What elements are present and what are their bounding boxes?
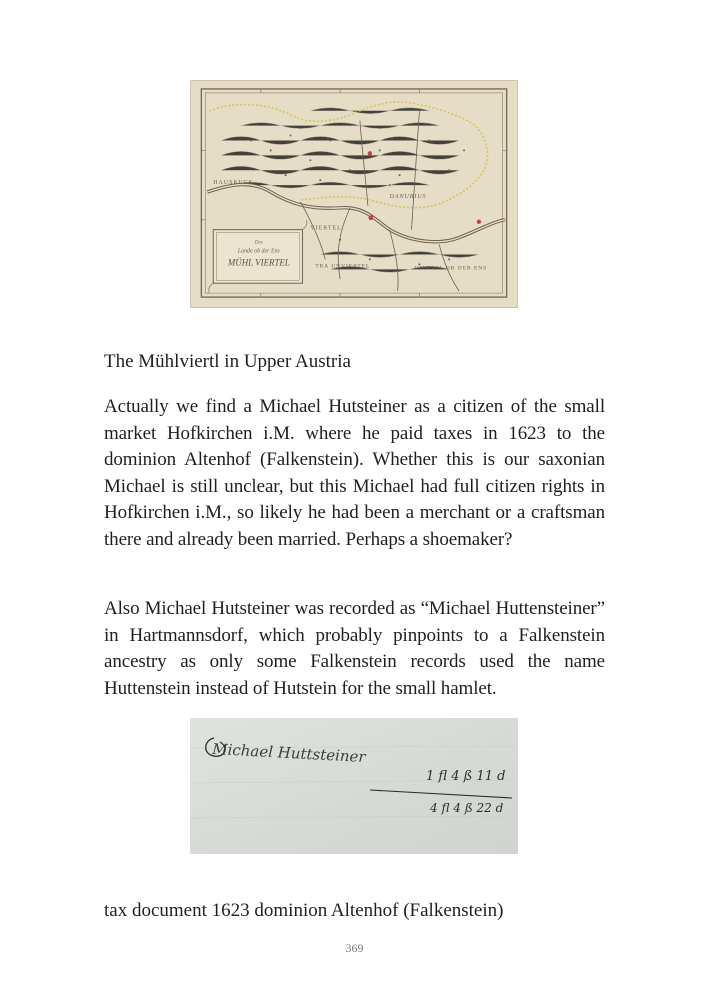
map-label-danube: DANUBIUS bbox=[389, 193, 427, 200]
handwritten-amount-1: 1 fl 4 ß 11 d bbox=[426, 769, 506, 784]
map-label-lower-mid: TRA UNVIERTEL bbox=[315, 263, 371, 270]
muehlviertel-map-image bbox=[191, 81, 517, 307]
map-label-left: HAUSRUCK bbox=[213, 180, 254, 187]
cartouche-title: MÜHL VIERTEL bbox=[227, 257, 290, 268]
tax-document-figure bbox=[190, 718, 518, 854]
page-number: 369 bbox=[345, 941, 364, 955]
map-figure bbox=[190, 80, 518, 308]
cartouche-small-text-1: Das bbox=[254, 240, 263, 246]
cartouche-small-text-2: Lande ob der Ens bbox=[237, 248, 280, 255]
tax-document-caption: tax document 1623 dominion Altenhof (Falkenstein) bbox=[104, 900, 504, 921]
tax-document-image bbox=[190, 718, 518, 854]
map-label-mid: VIERTEL bbox=[310, 225, 342, 232]
handwritten-amount-2: 4 fl 4 ß 22 d bbox=[430, 801, 504, 815]
paragraph-1: Actually we find a Michael Hutsteiner as a citizen of the small market Hofkirchen i.M. where he paid taxes in 1623 to the dominion Altenhof (Falkenstein). Whether this is our saxonian Michael is still unclear, but this Michael had full citizen rights in Hofkirchen i.M., so likely he had been a merchant or a craftsman there and already been married. Perhaps a shoemaker? bbox=[104, 396, 605, 550]
handwritten-name: Michael Huttsteiner bbox=[211, 740, 367, 767]
paragraph-2: Also Michael Hutsteiner was recorded as “Michael Huttensteiner” in Hartmannsdorf, which probably pinpoints to a Falkenstein ancestry as only some Falkenstein records used the name Huttenstein instead of Hutstein for the small hamlet. bbox=[104, 598, 605, 699]
map-caption: The Mühlviertl in Upper Austria bbox=[104, 351, 351, 372]
map-label-lower-right: VIERTEL OB DER ENS bbox=[414, 265, 488, 272]
